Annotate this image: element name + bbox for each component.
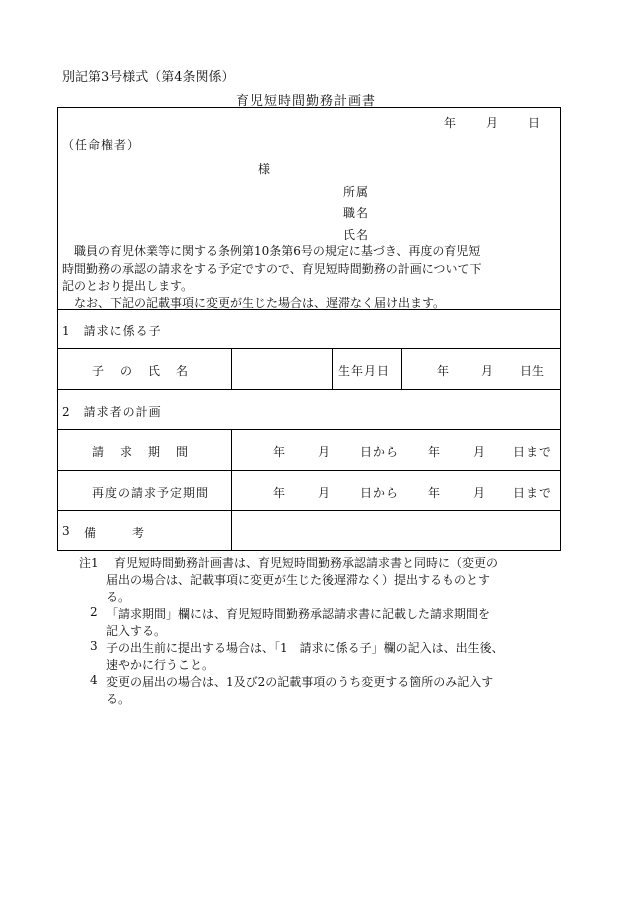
page-title: 育児短時間勤務計画書 <box>236 94 377 109</box>
table-divider <box>332 348 333 389</box>
name-label: 氏名 <box>343 228 370 242</box>
table-rule <box>57 470 561 471</box>
position-label: 職名 <box>343 206 370 220</box>
note-line: る。 <box>106 692 131 706</box>
birth-month: 月 <box>481 364 494 378</box>
table-rule <box>57 429 561 430</box>
birth-day: 日生 <box>520 364 545 378</box>
body-line: なお、下記の記載事項に変更が生じた場合は、遅滞なく届け出ます。 <box>74 296 446 310</box>
note-line: 育児短時間勤務計画書は、育児短時間勤務承認請求書と同時に（変更の <box>114 556 499 570</box>
body-line: 記のとおり提出します。 <box>62 279 194 293</box>
table-rule <box>57 348 561 349</box>
table-divider <box>231 429 232 551</box>
range-year-from: 年 <box>273 445 286 459</box>
note-line: 子の出生前に提出する場合は、「1 請求に係る子」欄の記入は、出生後、 <box>106 641 504 655</box>
note-line: 速やかに行うこと。 <box>106 658 215 672</box>
form-label: 別記第3号様式（第4条関係） <box>62 70 235 85</box>
note-line: 変更の届出の場合は、1及び2の記載事項のうち変更する箇所のみ記入す <box>106 675 494 689</box>
table-divider <box>231 348 232 389</box>
note-number: 注1 <box>79 556 99 570</box>
range-month-to: 月 <box>473 486 486 500</box>
child-name-label: 子 の 氏 名 <box>92 364 191 378</box>
note-line: 届出の場合は、記載事項に変更が生じた後遅滞なく）提出するものとす <box>106 573 491 587</box>
table-divider <box>401 348 402 389</box>
date-day: 日 <box>528 116 541 130</box>
section-2-heading: 2 請求者の計画 <box>62 405 162 419</box>
birthdate-label: 生年月日 <box>338 364 391 378</box>
note-line: る。 <box>106 590 131 604</box>
planned-period-label: 再度の請求予定期間 <box>92 486 210 500</box>
section-3-label: 備 考 <box>84 526 149 540</box>
note-number: 2 <box>90 605 98 619</box>
body-line: 職員の育児休業等に関する条例第10条第6号の規定に基づき、再度の育児短 <box>74 244 481 258</box>
note-number: 4 <box>90 673 98 687</box>
range-month-from: 月 <box>318 445 331 459</box>
body-line: 時間勤務の承認の請求をする予定ですので、育児短時間勤務の計画について下 <box>62 262 482 276</box>
section-3-number: 3 <box>62 524 70 538</box>
range-year-to: 年 <box>428 486 441 500</box>
birth-year: 年 <box>437 364 450 378</box>
range-day-from: 日から <box>360 445 400 459</box>
range-year-to: 年 <box>428 445 441 459</box>
table-rule <box>57 309 561 310</box>
table-rule <box>57 510 561 511</box>
range-day-to: 日まで <box>513 445 553 459</box>
note-line: 「請求期間」欄には、育児短時間勤務承認請求書に記載した請求期間を <box>106 607 491 621</box>
range-month-from: 月 <box>318 486 331 500</box>
affiliation-label: 所属 <box>343 185 370 199</box>
range-day-to: 日まで <box>513 486 553 500</box>
table-rule <box>57 389 561 390</box>
range-day-from: 日から <box>360 486 400 500</box>
appointer-label: （任命権者） <box>62 138 141 152</box>
section-1-heading: 1 請求に係る子 <box>62 324 162 338</box>
period-label: 請 求 期 間 <box>92 445 191 459</box>
range-month-to: 月 <box>473 445 486 459</box>
range-year-from: 年 <box>273 486 286 500</box>
date-month: 月 <box>486 116 499 130</box>
date-year: 年 <box>444 116 457 130</box>
note-line: 記入する。 <box>106 624 167 638</box>
honorific: 様 <box>258 162 271 176</box>
note-number: 3 <box>90 639 98 653</box>
